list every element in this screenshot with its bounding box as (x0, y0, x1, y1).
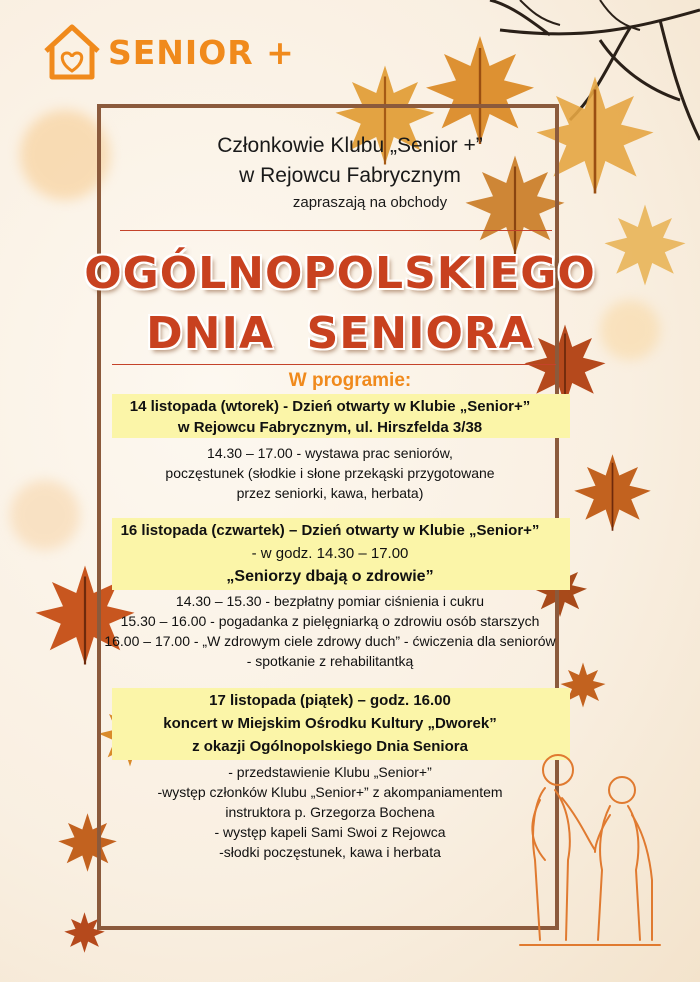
day2-title-2: - w godz. 14.30 – 17.00 (251, 545, 409, 562)
day2-item: 14.30 – 15.30 - bezpłatny pomiar ciśnienia i cukru (175, 593, 485, 609)
day1-item: przez seniorki, kawa, herbata) (236, 485, 424, 501)
day3-title-3: z okazji Ogólnopolskiego Dnia Seniora (192, 738, 468, 755)
day3-title-1: 17 listopada (piątek) – godz. 16.00 (209, 692, 451, 709)
day3-item: - występ kapeli Sami Swoi z Rejowca (214, 824, 446, 840)
day3-item: - przedstawienie Klubu „Senior+” (228, 764, 432, 780)
day1-title-2: w Rejowcu Fabrycznym, ul. Hirszfelda 3/38 (177, 419, 483, 436)
day1-item: 14.30 – 17.00 - wystawa prac seniorów, (207, 445, 453, 461)
divider-bottom (112, 364, 556, 365)
logo-text: SENIOR + (108, 32, 295, 72)
day3-item: instruktora p. Grzegorza Bochena (225, 804, 435, 820)
day2-title-3: „Seniorzy dbają o zdrowie” (226, 568, 434, 585)
day2-item: 16.00 – 17.00 - „W zdrowym ciele zdrowy duch” - ćwiczenia dla seniorów (104, 633, 556, 649)
logo (42, 22, 295, 82)
header-line-1: Członkowie Klubu „Senior +” (217, 134, 483, 157)
title-line-1: OGÓLNOPOLSKIEGO (84, 248, 596, 299)
day1-title-1: 14 listopada (wtorek) - Dzień otwarty w Klubie „Senior+” (129, 398, 531, 415)
day2-item: - spotkanie z rehabilitantką (246, 653, 414, 669)
day2-item: 15.30 – 16.00 - pogadanka z pielęgniarką o zdrowiu osób starszych (120, 613, 540, 629)
header-line-3: zapraszają na obchody (292, 194, 448, 211)
title-line-2: DNIA SENIORA (146, 308, 534, 359)
divider-top (120, 230, 552, 231)
day3-item: -słodki poczęstunek, kawa i herbata (219, 844, 441, 860)
day1-item: poczęstunek (słodkie i słone przekąski przygotowane (165, 465, 495, 481)
header-line-2: w Rejowcu Fabrycznym (239, 164, 461, 187)
day2-title-1: 16 listopada (czwartek) – Dzień otwarty w Klubie „Senior+” (120, 522, 540, 539)
day3-item: -występ członków Klubu „Senior+” z akompaniamentem (157, 784, 503, 800)
program-heading: W programie: (288, 370, 412, 391)
day3-title-2: koncert w Miejskim Ośrodku Kultury „Dworek” (163, 715, 497, 732)
seniors-walking-icon (500, 740, 670, 950)
house-heart-icon (42, 23, 102, 81)
